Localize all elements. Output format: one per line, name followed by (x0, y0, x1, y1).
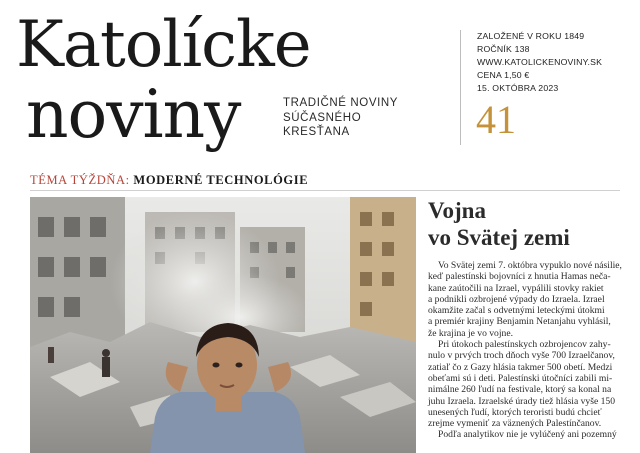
price-text: CENA 1,50 € (477, 70, 530, 80)
article-line: kane zaútočili na Izrael, vypálili stovky rakiet (428, 282, 604, 294)
article-line: obeťami sú i deti. Palestínski útočníci zabili mi- (428, 372, 613, 384)
theme-of-week (30, 173, 308, 188)
article-line: zatiaľ čo z Gazy hlásia takmer 500 obetí. Medzi (428, 361, 613, 373)
tagline-line: SÚČASNÉHO (283, 111, 362, 124)
issue-number: 41 (476, 97, 516, 142)
tagline-line: TRADIČNÉ NOVINY (283, 97, 399, 109)
tagline-line: KRESŤANA (283, 126, 350, 138)
volume-text: ROČNÍK 138 (477, 44, 530, 54)
article-line: Podľa analytikov nie je vylúčený ani pozemný (438, 429, 617, 441)
article-line: a podnikli ozbrojené výpady do Izraela. Izrael (428, 293, 605, 305)
masthead-logo (12, 4, 372, 164)
article-body (428, 260, 626, 441)
theme-value: MODERNÉ TECHNOLÓGIE (133, 173, 309, 187)
issue-date: 15. OKTÓBRA 2023 (477, 83, 559, 93)
article-photo (30, 197, 416, 453)
headline-line: Vojna (428, 198, 486, 223)
theme-label: TÉMA TÝŽDŇA: (30, 173, 130, 187)
article-line: keď palestínski bojovníci z hnutia Hamas neča- (428, 271, 611, 283)
logo-text-line1: Katolícke (16, 8, 311, 82)
tagline (283, 96, 398, 140)
article-line: juhu Izraela. Izraelské úrady tiež hlásia vyše 150 (428, 395, 615, 407)
section-divider (30, 190, 620, 191)
article-line: že krajina je vo vojne. (428, 327, 513, 339)
article-line: zrejme vymeniť za väznených Palestínčanov. (428, 418, 602, 430)
website-link[interactable]: WWW.KATOLICKENOVINY.SK (477, 57, 603, 67)
founded-text: ZALOŽENÉ V ROKU 1849 (477, 31, 585, 41)
article-line: unesených ľudí, ktorých teroristi budú chcieť (428, 406, 602, 418)
article-line: a premiér krajiny Benjamin Netanjahu vyhlásil, (428, 316, 611, 328)
article-line: okamžite začal s odvetnými leteckými útokmi (428, 305, 605, 317)
article-line: nulo v prvých troch dňoch vyše 700 Izraelčanov, (428, 350, 615, 362)
masthead-divider (460, 30, 461, 145)
publication-info (477, 30, 602, 95)
logo-text-line2: noviny (26, 76, 241, 153)
article-headline (428, 197, 570, 251)
article-line: Vo Svätej zemi 7. októbra vypuklo nové násilie, (438, 260, 622, 271)
headline-line: vo Svätej zemi (428, 225, 570, 250)
article-line: nimálne 260 ľudí na festivale, ktorý sa konal na (428, 384, 612, 396)
article-line: Pri útokoch palestínskych ozbrojencov zahy- (438, 339, 611, 351)
